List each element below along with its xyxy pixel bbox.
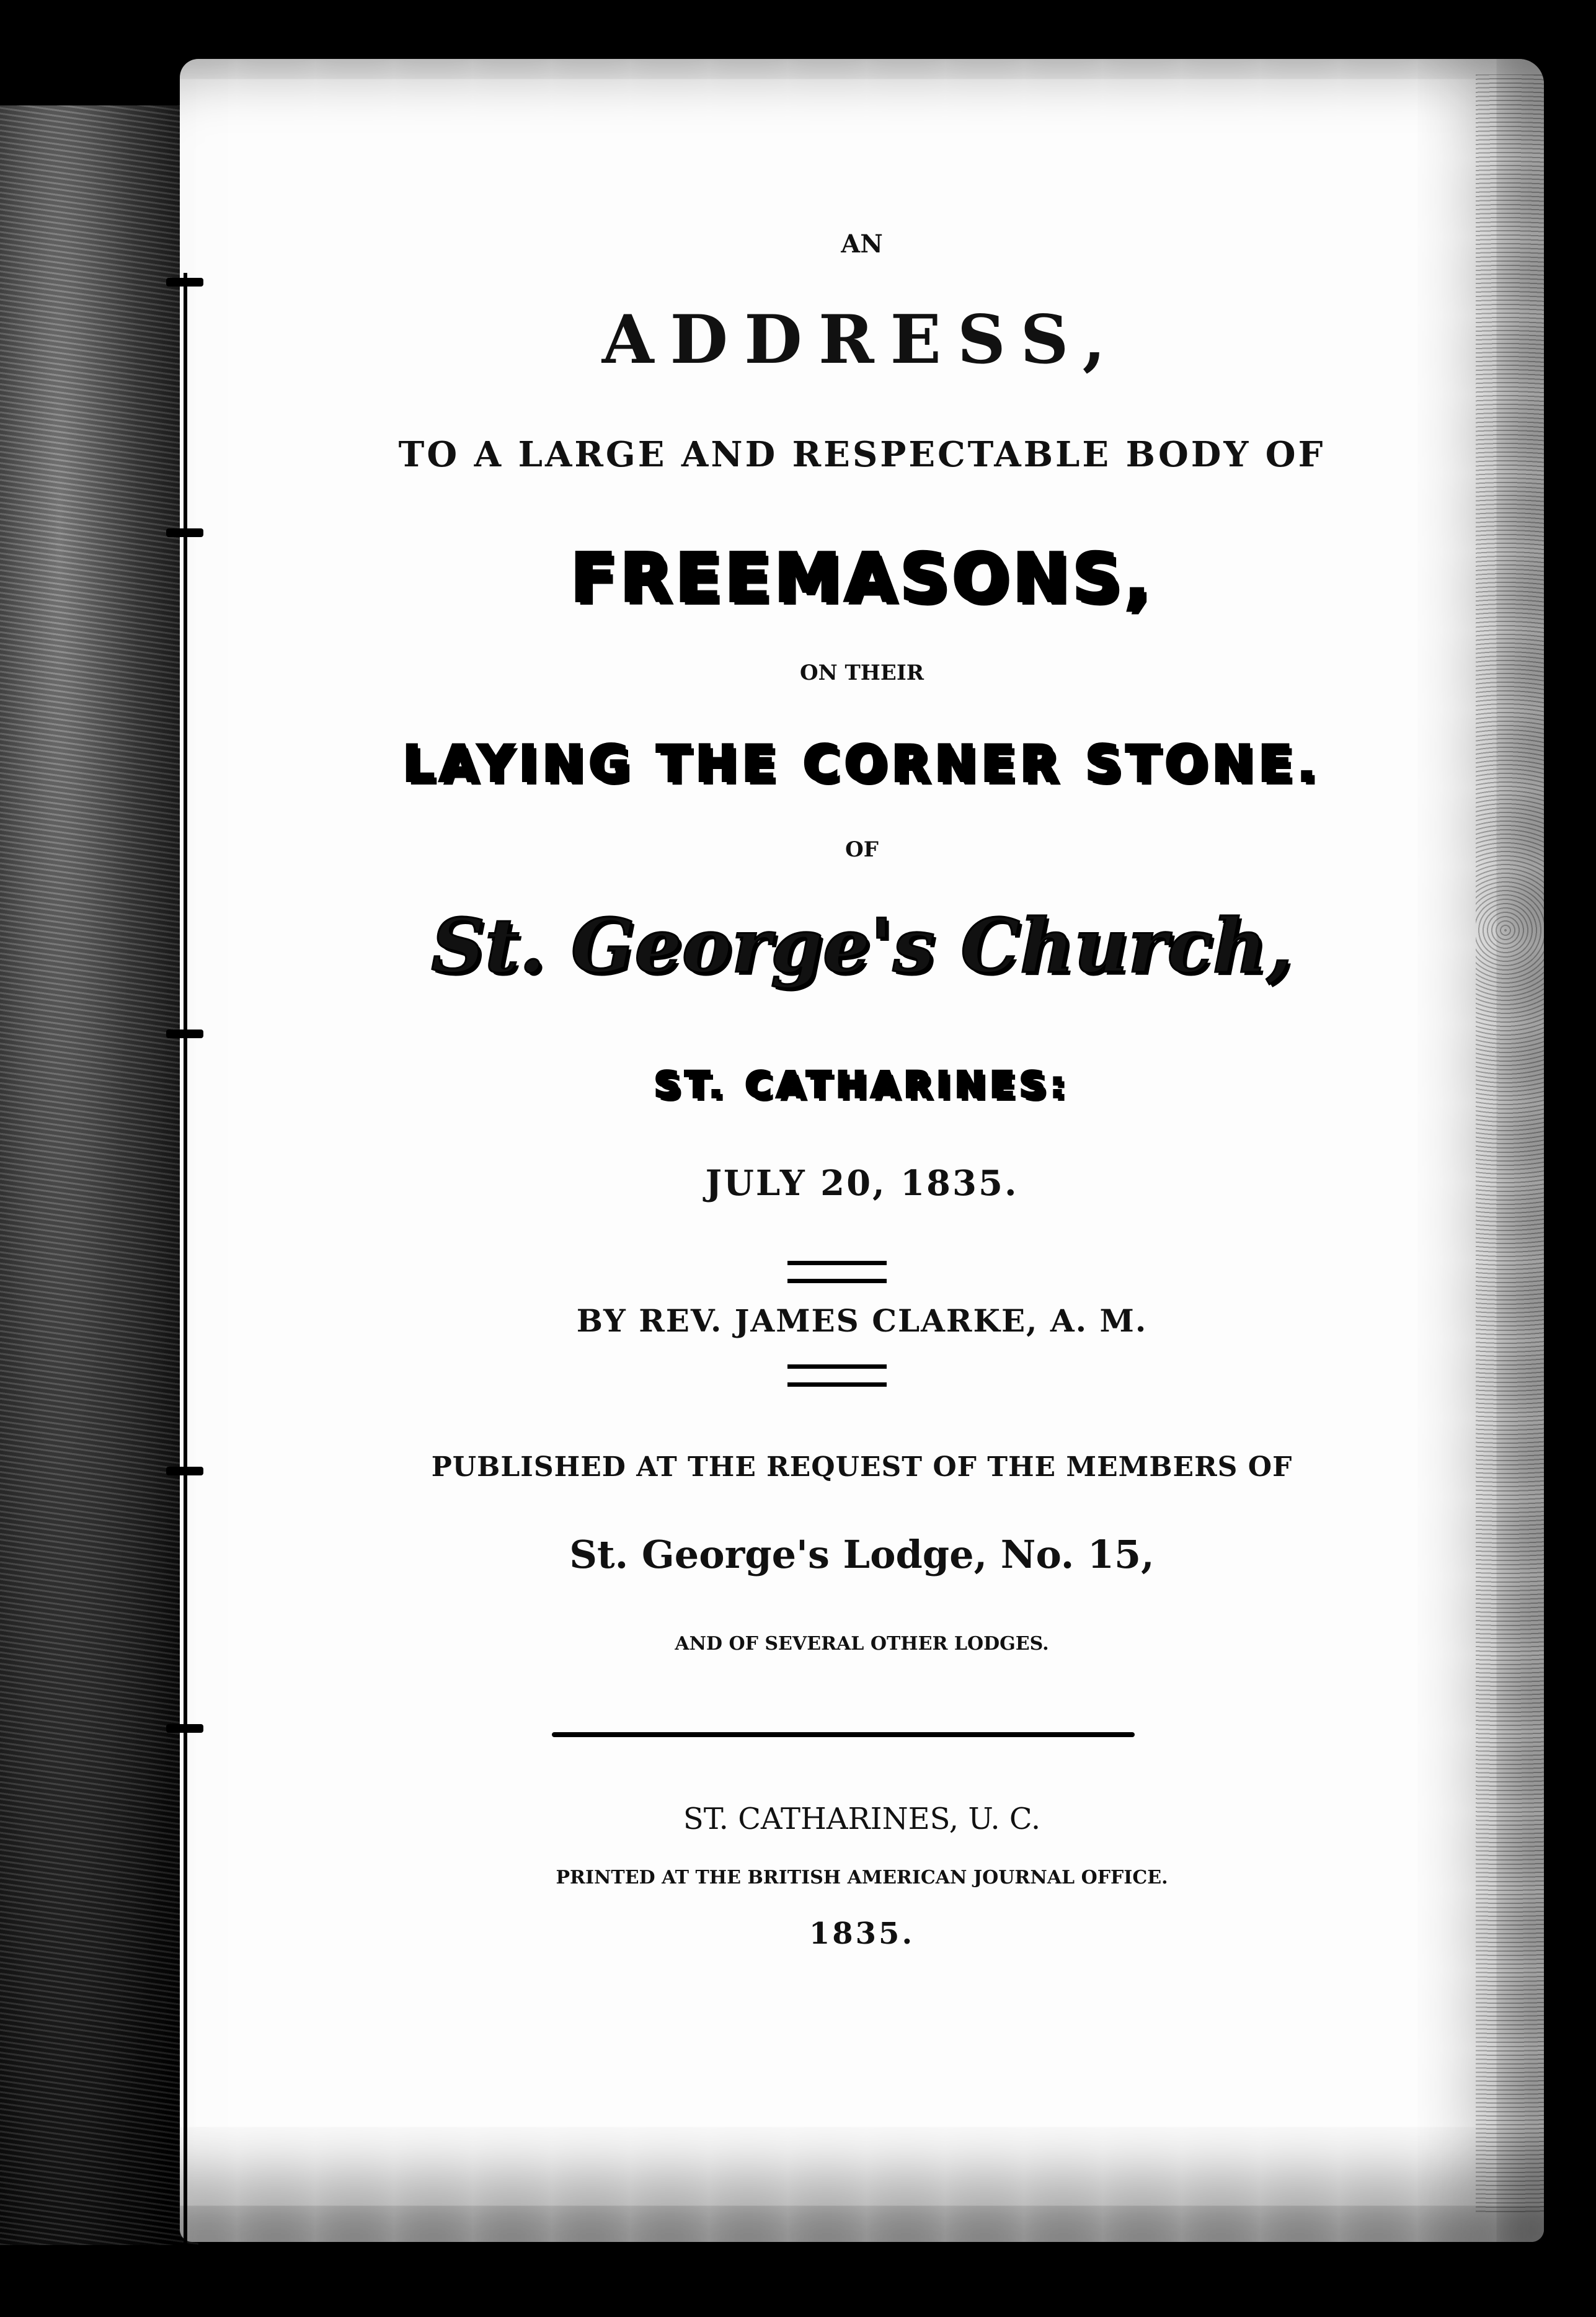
heading-place: ST. CATHARINES: [654, 1064, 1070, 1106]
heading-an: AN [841, 229, 883, 259]
double-rule [787, 1261, 887, 1283]
page-edge-speckle [1476, 74, 1550, 2214]
text-imprint-year: 1835. [809, 1916, 915, 1951]
title-page [180, 59, 1544, 2242]
text-published: PUBLISHED AT THE REQUEST OF THE MEMBERS OF [431, 1451, 1293, 1483]
binding-margin [0, 105, 198, 2245]
double-rule [787, 1364, 887, 1387]
text-of: OF [845, 837, 879, 862]
text-lodge: St. George's Lodge, No. 15, [569, 1532, 1155, 1577]
text-on-their: ON THEIR [799, 660, 924, 685]
single-rule [552, 1732, 1135, 1737]
binding-stitch [166, 1030, 203, 1038]
text-imprint-place: ST. CATHARINES, U. C. [683, 1802, 1041, 1836]
text-date: JULY 20, 1835. [705, 1163, 1019, 1204]
binding-stitch [166, 1724, 203, 1733]
heading-freemasons: FREEMASONS, [570, 540, 1154, 617]
subtitle-body: TO A LARGE AND RESPECTABLE BODY OF [398, 434, 1326, 475]
heading-address: ADDRESS, [601, 301, 1122, 379]
text-author: BY REV. JAMES CLARKE, A. M. [576, 1302, 1148, 1339]
text-other-lodges: AND OF SEVERAL OTHER LODGES. [675, 1633, 1049, 1655]
text-printer: PRINTED AT THE BRITISH AMERICAN JOURNAL OFFICE. [556, 1867, 1168, 1888]
heading-church: St. George's Church, [431, 902, 1293, 990]
binding-stitch [166, 278, 203, 287]
binding-stitch [166, 528, 203, 537]
heading-laying: LAYING THE CORNER STONE. [402, 735, 1321, 793]
